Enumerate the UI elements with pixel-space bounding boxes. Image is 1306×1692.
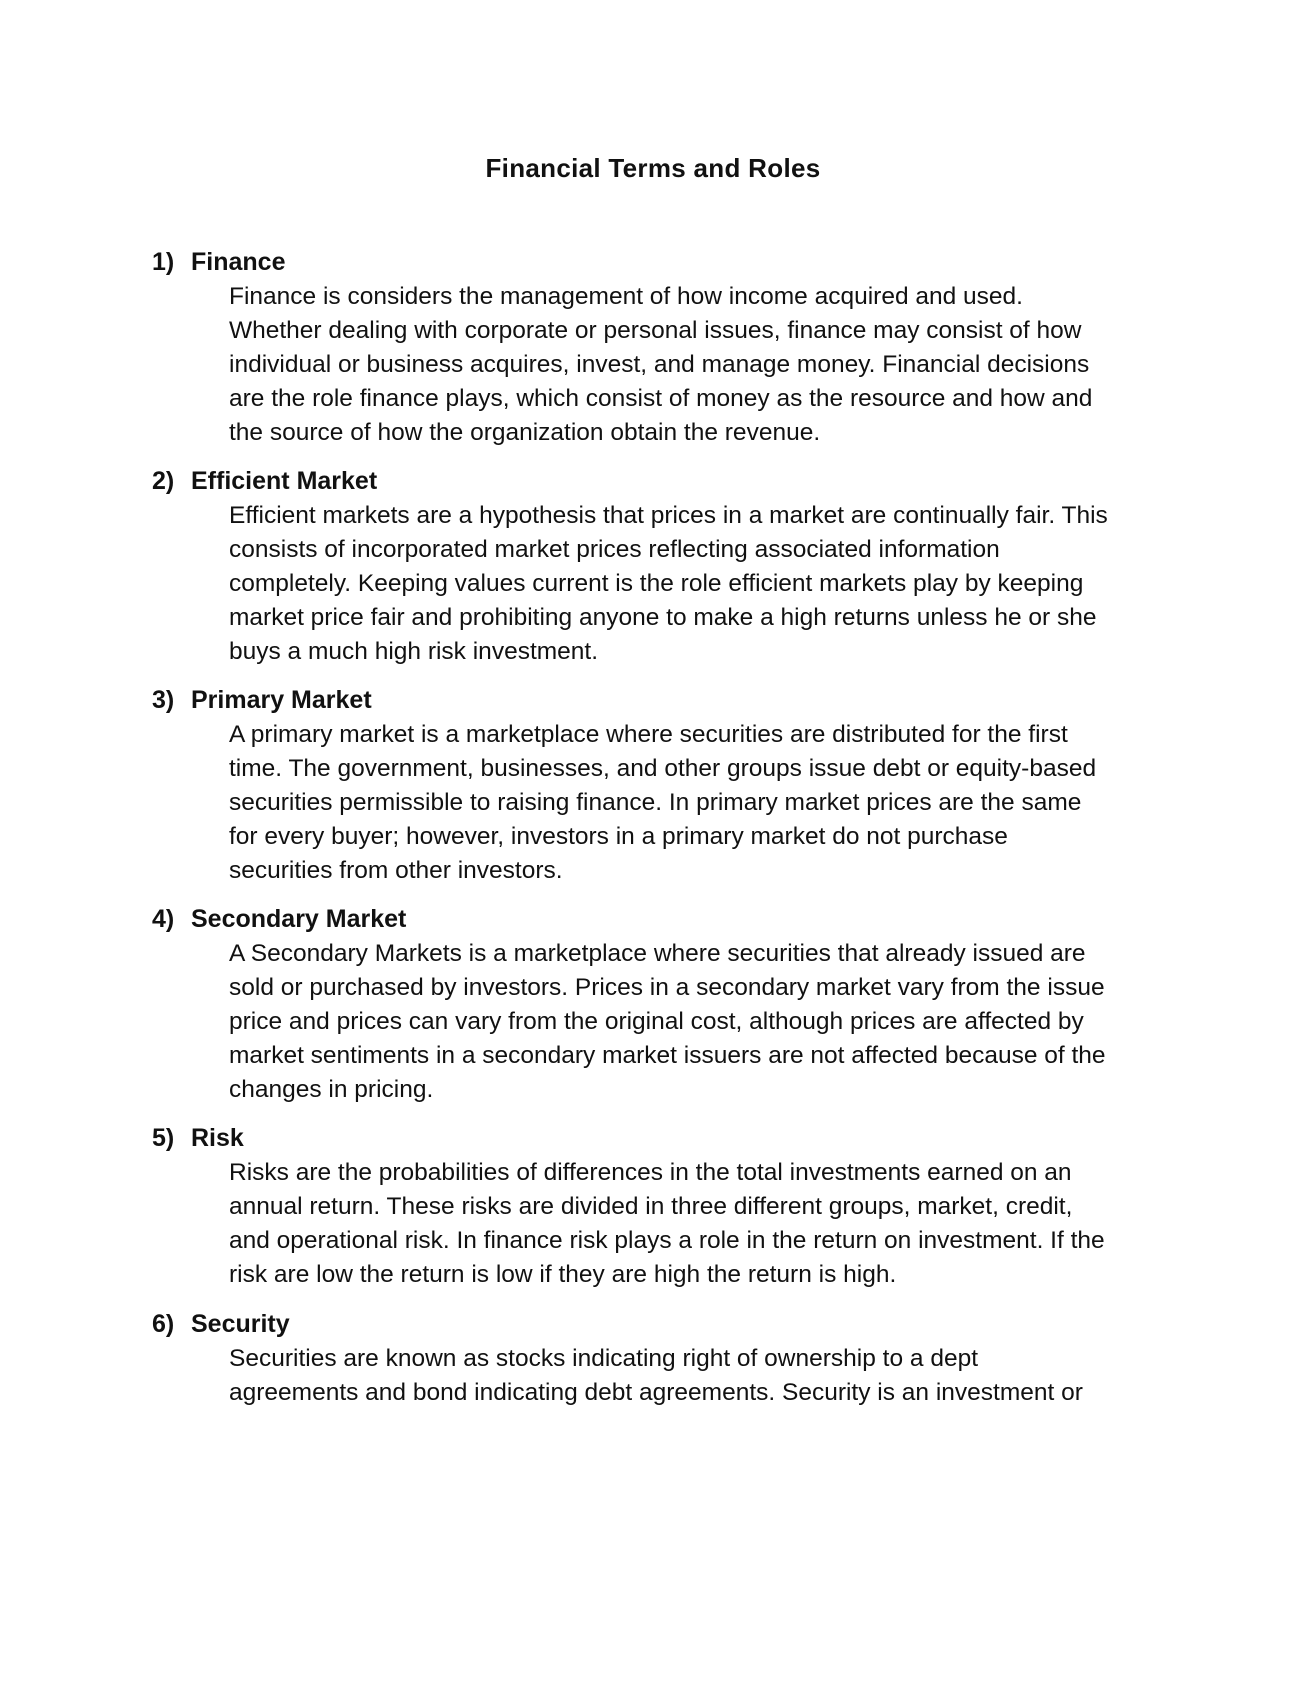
section-finance <box>152 246 1162 450</box>
section-body <box>229 280 1159 450</box>
section-heading <box>152 1308 1162 1340</box>
section-risk <box>152 1122 1162 1292</box>
body-line: sold or purchased by investors. Prices in a secondary market vary from the issue <box>229 974 1105 1001</box>
body-line: the source of how the organization obtain the revenue. <box>229 419 821 446</box>
section-number: 1) <box>152 248 175 276</box>
section-body <box>229 1342 1159 1410</box>
section-number: 5) <box>152 1124 175 1152</box>
section-title: Secondary Market <box>191 905 407 933</box>
document-title: Financial Terms and Roles <box>485 153 821 183</box>
section-number: 3) <box>152 686 175 714</box>
body-line: time. The government, businesses, and other groups issue debt or equity-based <box>229 755 1097 782</box>
section-primary-market <box>152 684 1162 888</box>
body-line: are the role finance plays, which consist of money as the resource and how and <box>229 385 1093 412</box>
body-line: annual return. These risks are divided in three different groups, market, credit, <box>229 1193 1073 1220</box>
section-number: 4) <box>152 905 175 933</box>
body-line: changes in pricing. <box>229 1076 434 1103</box>
section-title: Primary Market <box>191 686 372 714</box>
body-line: A primary market is a marketplace where securities are distributed for the first <box>229 721 1068 748</box>
body-line: completely. Keeping values current is the role efficient markets play by keeping <box>229 570 1084 597</box>
section-security <box>152 1308 1162 1410</box>
section-heading <box>152 246 1162 278</box>
section-heading <box>152 465 1162 497</box>
body-line: price and prices can vary from the original cost, although prices are affected by <box>229 1008 1084 1035</box>
section-body <box>229 937 1159 1107</box>
body-line: agreements and bond indicating debt agreements. Security is an investment or <box>229 1379 1083 1406</box>
section-title: Security <box>191 1310 290 1338</box>
section-efficient-market <box>152 465 1162 669</box>
section-body <box>229 1156 1159 1292</box>
section-heading <box>152 903 1162 935</box>
body-line: Whether dealing with corporate or personal issues, finance may consist of how <box>229 317 1082 344</box>
section-title: Risk <box>191 1124 244 1152</box>
section-number: 2) <box>152 467 175 495</box>
body-line: consists of incorporated market prices reflecting associated information <box>229 536 1000 563</box>
section-body <box>229 499 1159 669</box>
body-line: and operational risk. In finance risk plays a role in the return on investment. If the <box>229 1227 1105 1254</box>
section-heading <box>152 1122 1162 1154</box>
body-line: individual or business acquires, invest, and manage money. Financial decisions <box>229 351 1090 378</box>
section-heading <box>152 684 1162 716</box>
body-line: risk are low the return is low if they are high the return is high. <box>229 1261 897 1288</box>
body-line: Risks are the probabilities of differences in the total investments earned on an <box>229 1159 1072 1186</box>
body-line: A Secondary Markets is a marketplace where securities that already issued are <box>229 940 1086 967</box>
section-title: Finance <box>191 248 286 276</box>
body-line: securities permissible to raising finance. In primary market prices are the same <box>229 789 1082 816</box>
section-secondary-market <box>152 903 1162 1107</box>
body-line: Efficient markets are a hypothesis that prices in a market are continually fair. This <box>229 502 1108 529</box>
body-line: buys a much high risk investment. <box>229 638 599 665</box>
body-line: market sentiments in a secondary market issuers are not affected because of the <box>229 1042 1106 1069</box>
body-line: for every buyer; however, investors in a primary market do not purchase <box>229 823 1008 850</box>
section-title: Efficient Market <box>191 467 378 495</box>
section-body <box>229 718 1159 888</box>
body-line: Finance is considers the management of how income acquired and used. <box>229 283 1023 310</box>
section-number: 6) <box>152 1310 175 1338</box>
body-line: Securities are known as stocks indicating right of ownership to a dept <box>229 1345 979 1372</box>
body-line: securities from other investors. <box>229 857 563 884</box>
body-line: market price fair and prohibiting anyone to make a high returns unless he or she <box>229 604 1097 631</box>
